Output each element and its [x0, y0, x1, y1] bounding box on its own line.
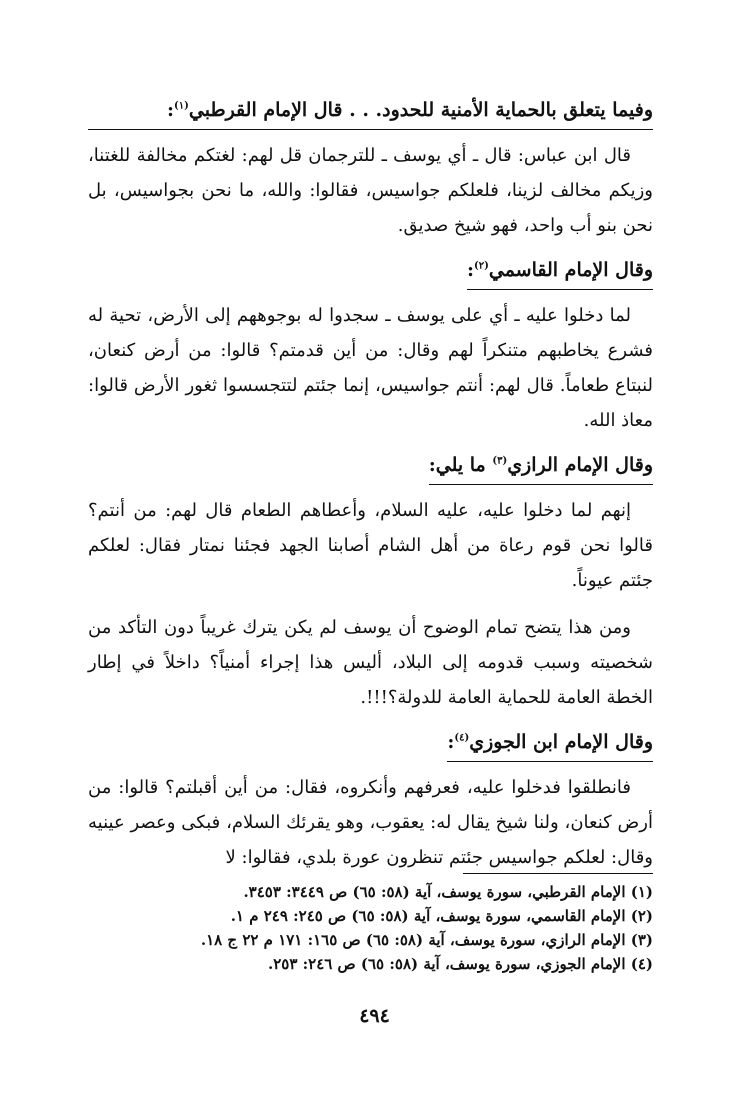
footnote-ref: (١)	[174, 100, 189, 112]
heading-tail: :	[447, 731, 455, 753]
section-heading-text	[429, 450, 653, 485]
heading-tail: ما يلي:	[428, 454, 493, 476]
main-content	[88, 95, 653, 875]
paragraph: قال ابن عباس: قال ـ أي يوسف ـ للترجمان قل لهم: لغتكم مخالفة للغتنا، وزيكم مخالف لزينا، فلعلكم جواسيس، فقالوا: والله، ما نحن بجواسيس، بل نحن بنو أب واحد، فهو شيخ صديق.	[88, 145, 653, 236]
section-heading-text	[467, 255, 653, 290]
heading-title: وقال الإمام الرازي	[507, 454, 653, 476]
section-heading	[88, 727, 653, 762]
paragraph: إنهم لما دخلوا عليه، عليه السلام، وأعطاهم الطعام قال لهم: من أنتم؟ قالوا نحن قوم رعاة من أهل الشام أصابنا الجهد فجئنا نمتار فقال: لعلكم جئتم عيوناً.	[88, 500, 653, 591]
footnote-item: (٢) الإمام القاسمي، سورة يوسف، آية (٥٨: ٦٥) ص ٢٤٥: ٢٤٩ م ١.	[230, 907, 653, 925]
footnote-ref: (٣)	[492, 455, 508, 467]
page-number: ٤٩٤	[359, 1005, 390, 1027]
footnote-item: (٤) الإمام الجوزي، سورة يوسف، آية (٥٨: ٦٥) ص ٢٤٦: ٢٥٣.	[267, 955, 653, 973]
section	[88, 95, 653, 243]
footnote-item: (٣) الإمام الرازي، سورة يوسف، آية (٥٨: ٦٥) ص ١٦٥: ١٧١ م ٢٢ ج ١٨.	[200, 931, 653, 949]
paragraph: ومن هذا يتضح تمام الوضوح أن يوسف لم يكن يترك غريباً دون التأكد من شخصيته وسبب قدومه إلى البلاد، أليس هذا إجراء أمنياً؟ داخلاً في إطار الخطة العامة للحماية العامة للدولة؟!!!.	[88, 617, 653, 708]
footnotes-list	[88, 880, 653, 976]
heading-tail: :	[167, 99, 175, 121]
section-heading	[88, 450, 653, 485]
section-heading	[88, 255, 653, 290]
footnote-ref: (٤)	[454, 732, 470, 744]
section-heading-text	[447, 727, 653, 762]
section-heading	[88, 95, 653, 130]
paragraph: لما دخلوا عليه ـ أي على يوسف ـ سجدوا له بوجوههم إلى الأرض، تحية له فشرع يخاطبهم متنكراً لهم وقال: من أين قدمتم؟ قالوا: من أرض كنعان، لنبتاع طعاماً. قال لهم: أنتم جواسيس، إنما جئتم لتتجسسوا ثغور الأرض قالوا: معاذ الله.	[88, 305, 653, 431]
section	[88, 450, 653, 715]
heading-title: وقال الإمام ابن الجوزي	[469, 731, 653, 753]
footnote-item: (١) الإمام القرطبي، سورة يوسف، آية (٥٨: ٦٥) ص ٣٤٤٩: ٣٤٥٣.	[243, 883, 653, 901]
section	[88, 727, 653, 875]
heading-title: وقال الإمام القاسمي	[488, 259, 653, 281]
section	[88, 255, 653, 438]
footnote-divider	[463, 873, 653, 874]
heading-title: وفيما يتعلق بالحماية الأمنية للحدود. . . قال الإمام القرطبي	[188, 99, 653, 121]
section-heading-text	[88, 95, 653, 130]
footnote-ref: (٢)	[474, 260, 489, 272]
heading-tail: :	[467, 259, 475, 281]
paragraph: فانطلقوا فدخلوا عليه، فعرفهم وأنكروه، فقال: من أين أقبلتم؟ قالوا: من أرض كنعان، ولنا شيخ يقال له: يعقوب، وهو يقرئك السلام، فبكى وعصر عينيه وقال: لعلكم جواسيس جئتم تنظرون عورة بلدي، فقالوا: لا	[88, 777, 653, 868]
